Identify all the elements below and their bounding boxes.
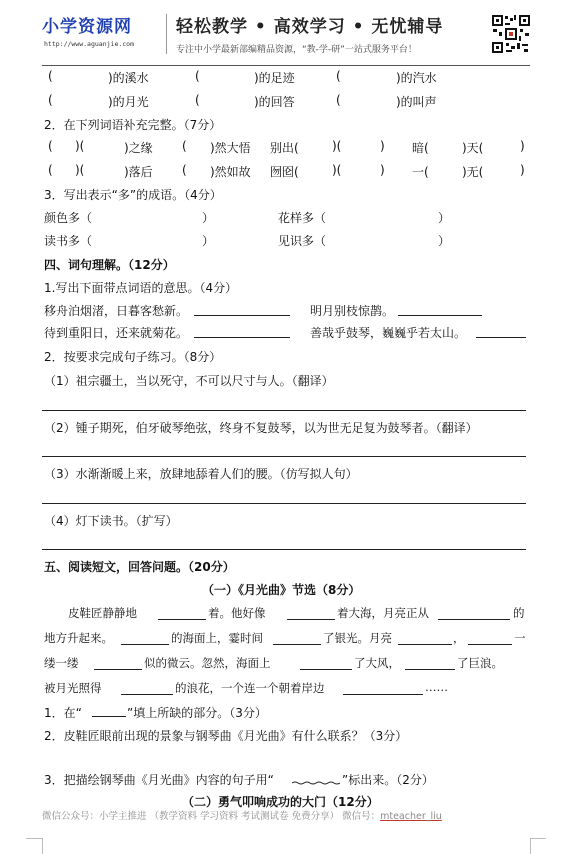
answer-line [398,315,482,316]
idiom-fragment: )然大悟 [210,141,251,155]
passage-text: 了大风， [354,656,400,670]
passage-text: ， [453,631,465,645]
idiom-prompt: 见识多（ [278,234,327,248]
blank-paren-close: ） [438,211,451,225]
question-title: 2．按要求完成句子练习。（8分） [44,350,222,364]
logo-url: http://www.aguanjie.com [44,40,135,48]
phrase-label: )的回答 [254,95,295,109]
passage-text: 似的微云。忽然，海面上 [144,656,271,670]
footer-text: 微信公众号：小学主推进 （教学资料 学习资料 考试测试卷 免费分享） 微信号： [42,811,381,822]
page-header [0,0,571,64]
wavy-underline-icon [292,781,340,785]
fill-blank [287,619,335,620]
passage-text: 了巨浪。 [457,656,503,670]
section-heading: 四、词句理解。（12分） [44,258,175,272]
blank-paren-open: ( [336,93,341,107]
question-title: 2．在下列词语补充完整。（7分） [44,118,222,132]
passage-text: 了银光。月亮 [323,631,392,645]
fill-blank [438,619,510,620]
blank-paren-open: ( [195,69,200,83]
passage-text: 缕一缕 [44,656,79,670]
header-slogan: 轻松教学 • 高效学习 • 无忧辅导 [176,17,444,37]
idiom-fragment: )天( [462,141,484,155]
answer-line [42,503,526,504]
blank-paren-close: ） [438,234,451,248]
blank-paren-close: ） [202,234,215,248]
passage-text: 被月光照得 [44,681,102,695]
blank-paren: ) [380,163,385,177]
fill-blank [273,644,321,645]
idiom-fragment: )之缘 [124,141,153,155]
poem-line: 待到重阳日，还来就菊花。 [44,326,189,340]
question-text: 3．把描绘钢琴曲《月光曲》内容的句子用“ [44,773,274,787]
blank-paren: ) [380,139,385,153]
fill-blank [94,669,142,670]
idiom-fragment: 暗( [412,141,429,155]
idiom-fragment: 别出( [270,141,299,155]
idiom-fragment: )无( [462,165,484,179]
answer-line [42,549,526,550]
blank-paren-open: ( [336,69,341,83]
site-logo [42,12,162,58]
blank-paren: )( [332,139,342,153]
poem-line: 善哉乎鼓琴，巍巍乎若太山。 [310,326,467,340]
sentence-task: （3）水渐渐暖上来，放肆地舔着人们的腰。（仿写拟人句） [44,467,358,481]
blank-paren: )( [332,163,342,177]
question-title: 3．写出表示“多”的成语。（4分） [44,188,222,202]
blank-paren: )( [75,139,85,153]
fill-blank [300,669,352,670]
page-corner-mark [530,838,546,839]
blank-paren: ) [520,139,525,153]
phrase-label: )的汽水 [396,71,437,85]
idiom-fragment: )落后 [124,165,153,179]
page-footer [42,808,442,822]
passage-text: 皮鞋匠静静地 [68,606,137,620]
header-divider [166,14,167,54]
answer-line [194,315,290,316]
question-text: ”标出来。（2分） [342,773,434,787]
qr-code-icon [491,14,531,54]
passage-text: 的浪花，一个连一个朝着岸边 [175,681,325,695]
page-corner-mark [530,838,531,854]
sentence-task: （1）祖宗疆土，当以死守，不可以尺寸与人。（翻译） [44,374,334,388]
page-corner-mark [26,838,42,839]
passage-text: 地方升起来。 [44,631,113,645]
sentence-task: （2）锺子期死，伯牙破琴绝弦，终身不复鼓琴，以为世无足复为鼓琴者。（翻译） [44,421,478,435]
passage-text: 一 [514,631,526,645]
phrase-label: )的叫声 [396,95,437,109]
answer-line [42,410,526,411]
idiom-prompt: 颜色多（ [44,211,93,225]
question-text: ”填上所缺的部分。（3分） [127,706,267,720]
wechat-id: mteacher_liu [380,811,442,822]
blank-paren: ( [182,163,187,177]
idiom-prompt: 读书多（ [44,234,93,248]
question-title: 1.写出下面带点词语的意思。（4分） [44,281,238,295]
phrase-label: )的月光 [108,95,149,109]
passage-text: …… [425,680,448,694]
phrase-label: )的足迹 [254,71,295,85]
logo-title: 小学资源网 [42,17,132,37]
blank-paren: ( [182,139,187,153]
fill-blank [121,644,169,645]
passage-text: 的 [513,606,525,620]
blank-paren-close: ） [202,211,215,225]
fill-blank [398,644,452,645]
idiom-fragment: 囫囵( [270,165,299,179]
blank-paren: ) [520,163,525,177]
fill-blank [468,644,512,645]
fill-blank [121,694,173,695]
answer-line [42,456,526,457]
passage-title: （二）勇气叩响成功的大门（12分） [182,795,379,809]
fill-blank [158,619,206,620]
poem-line: 明月别枝惊鹊。 [310,304,395,318]
idiom-prompt: 花样多（ [278,211,327,225]
blank-paren: ( [48,139,53,153]
blank-paren: ( [48,163,53,177]
section-heading: 五、阅读短文，回答问题。（20分） [44,560,235,574]
poem-line: 移舟泊烟渚，日暮客愁新。 [44,304,189,318]
question-text: 1．在“ [44,706,82,720]
question-text: 2．皮鞋匠眼前出现的景象与钢琴曲《月光曲》有什么联系？（3分） [44,729,408,743]
sentence-task: （4）灯下读书。（扩写） [44,514,178,528]
blank-paren: )( [75,163,85,177]
blank-paren-open: ( [48,69,53,83]
answer-line [194,337,290,338]
page-corner-mark [42,838,43,854]
passage-title: （一）《月光曲》节选（8分） [202,583,361,597]
fill-blank [343,694,423,695]
blank-paren-open: ( [195,93,200,107]
passage-text: 着。他好像 [208,606,266,620]
idiom-fragment: )然如故 [210,165,251,179]
fill-blank [405,669,455,670]
blank-paren-open: ( [48,93,53,107]
passage-text: 的海面上，霎时间 [171,631,263,645]
underline-sample [92,716,126,717]
answer-line [476,337,526,338]
header-subslogan: 专注中小学最新部编精品资源，“教-学-研”一站式服务平台！ [176,45,417,55]
idiom-fragment: 一( [412,165,429,179]
passage-text: 着大海，月亮正从 [337,606,429,620]
phrase-label: )的溪水 [108,71,149,85]
header-rule [42,65,530,66]
